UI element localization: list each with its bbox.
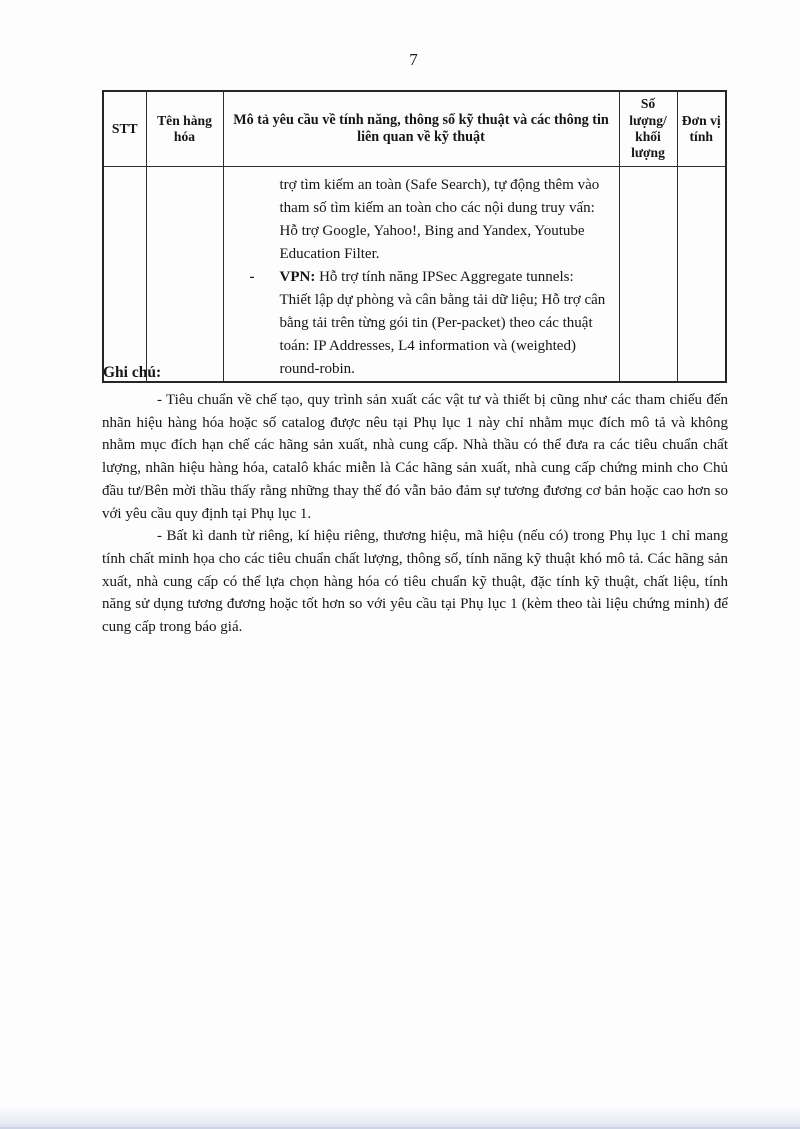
page-bottom-scan-edge: [0, 1107, 800, 1129]
note-paragraph-1: - Tiêu chuẩn về chế tạo, quy trình sản xuất các vật tư và thiết bị cũng như các tham chiếu đến nhãn hiệu hàng hóa hoặc số catalog được nêu tại Phụ lục 1 này chỉ nhằm mục đích mô tả và không nhằm mục đích hạn chế các hãng sản xuất, nhà cung cấp. Nhà thầu có thể đưa ra các tiêu chuẩn chất lượng, nhãn hiệu hàng hóa, catalô khác miễn là Các hãng sản xuất, nhà cung cấp chứng minh cho Chủ đầu tư/Bên mời thầu thấy rằng những thay thế đó vẫn bảo đảm sự tương đương cơ bản hoặc cao hơn so với yêu cầu quy định tại Phụ lục 1.: [102, 392, 728, 522]
cell-product-name: [146, 167, 223, 383]
col-header-quantity: Số lượng/ khối lượng: [619, 91, 677, 167]
header-row: [103, 91, 726, 167]
col-header-unit: Đơn vị tính: [677, 91, 726, 167]
notes-body: [102, 389, 728, 639]
notes-heading: Ghi chú:: [103, 364, 162, 381]
spec-item-text: [280, 266, 607, 381]
spec-item: [250, 174, 607, 266]
spec-description-content: [224, 167, 619, 381]
bullet-dash: [250, 174, 280, 266]
spec-item-body: Hỗ trợ tính năng IPSec Aggregate tunnels: Thiết lập dự phòng và cân bằng tải dữ liệu; Hỗ trợ cân bằng tải trên từng gói tin (Per-packet) theo các thuật toán: IP Addresses, L4 information và (weighted) round-robin.: [279, 269, 606, 377]
col-header-stt: STT: [103, 91, 146, 167]
spec-item-body: trợ tìm kiếm an toàn (Safe Search), tự động thêm vào tham số tìm kiếm an toàn cho các nội dung truy vấn: Hỗ trợ Google, Yahoo!, Bing and Yandex, Youtube Education Filter.: [279, 177, 600, 262]
bullet-dash: -: [249, 269, 255, 285]
cell-spec-description: [223, 167, 619, 383]
spec-table: [102, 90, 727, 383]
cell-unit: [677, 167, 726, 383]
spec-item: [250, 266, 607, 381]
cell-stt: [103, 167, 146, 383]
page-number: 7: [409, 50, 418, 69]
col-header-product-name: Tên hàng hóa: [146, 91, 223, 167]
table-row: [103, 167, 726, 383]
col-header-spec-description: Mô tả yêu cầu về tính năng, thông số kỹ thuật và các thông tin liên quan về kỹ thuật: [223, 91, 619, 167]
note-paragraph-2: - Bất kì danh từ riêng, kí hiệu riêng, thương hiệu, mã hiệu (nếu có) trong Phụ lục 1 chỉ mang tính chất minh họa cho các tiêu chuẩn chất lượng, thông số, tính năng kỹ thuật khó mô tả. Các hãng sản xuất, nhà cung cấp có thể lựa chọn hàng hóa có tiêu chuẩn kỹ thuật, đặc tính kỹ thuật, chất liệu, tính năng sử dụng tương đương hoặc tốt hơn so với yêu cầu tại Phụ lục 1 (kèm theo tài liệu chứng minh) để cung cấp trong báo giá.: [102, 528, 728, 636]
spec-item-text: [280, 174, 607, 266]
spec-item-keyword: VPN:: [279, 269, 316, 285]
cell-quantity: [619, 167, 677, 383]
